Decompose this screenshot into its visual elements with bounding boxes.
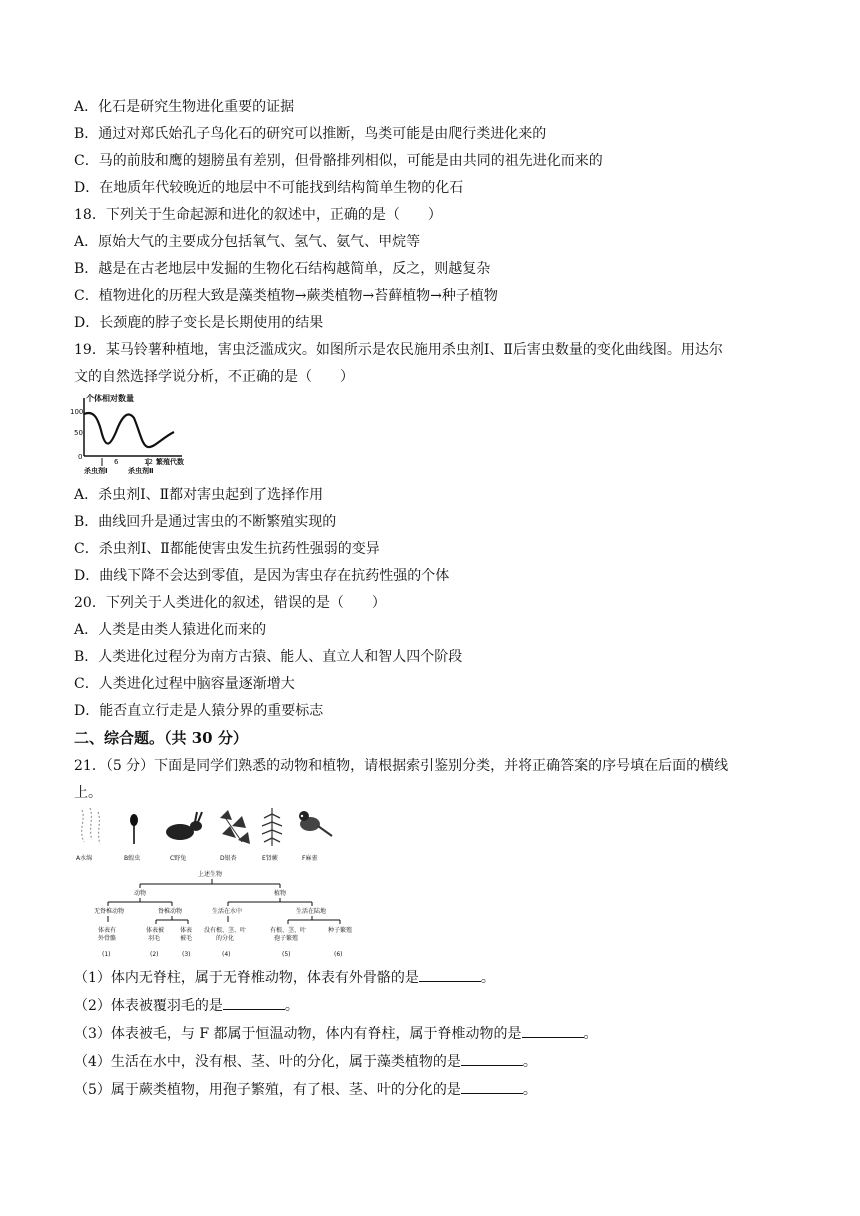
- q21-sub-1-text: （1）体内无脊柱，属于无脊椎动物，体表有外骨骼的是: [74, 970, 419, 986]
- q21-stem-line2: 上。: [74, 785, 102, 801]
- tree-invertebrate: 无脊椎动物: [94, 908, 125, 915]
- organism-label-b: B蝗虫: [124, 855, 141, 862]
- q21-sub-4-end: 。: [522, 1054, 537, 1070]
- figure-xlabel: 繁殖代数: [156, 458, 184, 466]
- q20-stem: 20．下列关于人类进化的叙述，错误的是（ ）: [74, 595, 386, 611]
- leaf-2-line2: 羽毛: [148, 935, 161, 942]
- q19-option-d: D．曲线下降不会达到零值，是因为害虫存在抗药性强的个体: [74, 568, 450, 584]
- q17-option-a: A．化石是研究生物进化重要的证据: [74, 99, 295, 115]
- answer-blank-2[interactable]: [223, 995, 285, 1010]
- marker-label-2: 杀虫剂Ⅱ: [128, 467, 154, 474]
- q18-option-d: D．长颈鹿的脖子变长是长期使用的结果: [74, 315, 324, 331]
- leaf-3-num: (3): [182, 951, 191, 958]
- tree-on-land: 生活在陆地: [296, 908, 327, 915]
- q21-sub-3-text: （3）体表被毛，与 F 都属于恒温动物，体内有脊柱，属于脊椎动物的是: [74, 1026, 522, 1042]
- q18-option-a: A．原始大气的主要成分包括氧气、氢气、氨气、甲烷等: [74, 234, 421, 250]
- q21-sub-5-end: 。: [522, 1082, 537, 1098]
- organism-label-e: E肾蕨: [262, 855, 278, 862]
- sparrow-image: [299, 811, 332, 836]
- organism-label-d: D银杏: [220, 855, 237, 862]
- marker-label-1: 杀虫剂Ⅰ: [84, 467, 108, 474]
- answer-blank-5[interactable]: [461, 1079, 523, 1094]
- fern-image: [262, 808, 282, 846]
- tree-in-water: 生活在水中: [212, 908, 243, 915]
- q17-option-c: C．马的前肢和鹰的翅膀虽有差别，但骨骼排列相似，可能是由共同的祖先进化而来的: [74, 153, 603, 169]
- leaf-6-num: (6): [334, 951, 343, 958]
- q17-option-d: D．在地质年代较晚近的地层中不可能找到结构简单生物的化石: [74, 180, 464, 196]
- leaf-4-line1: 没有根、茎、叶: [204, 927, 247, 934]
- q21-sub-2-end: 。: [284, 998, 299, 1014]
- q17-option-b: B．通过对郑氏始孔子鸟化石的研究可以推断，鸟类可能是由爬行类进化来的: [74, 126, 547, 142]
- leaf-6-line1: 种子繁殖: [328, 927, 353, 934]
- leaf-1-num: (1): [102, 951, 111, 958]
- leaf-1-line2: 外骨骼: [98, 935, 117, 942]
- x-tick-6: 6: [114, 458, 119, 466]
- q20-option-b: B．人类进化过程分为南方古猿、能人、直立人和智人四个阶段: [74, 649, 463, 665]
- q21-sub-5: [74, 1079, 537, 1100]
- q21-sub-2: [74, 995, 299, 1016]
- y-tick-0: 0: [78, 453, 83, 461]
- organism-label-c: C野兔: [170, 855, 187, 862]
- answer-blank-4[interactable]: [461, 1051, 523, 1066]
- leaf-2-line1: 体表被: [146, 927, 165, 934]
- q21-sub-5-text: （5）属于蕨类植物，用孢子繁殖，有了根、茎、叶的分化的是: [74, 1082, 461, 1098]
- q21-sub-2-text: （2）体表被覆羽毛的是: [74, 998, 223, 1014]
- x-tick-12: 12: [144, 458, 153, 466]
- organism-label-a: A水绵: [76, 855, 93, 862]
- q19-option-b: B．曲线回升是通过害虫的不断繁殖实现的: [74, 514, 337, 530]
- leaf-1-line1: 体表有: [98, 927, 117, 934]
- q18-option-c: C．植物进化的历程大致是藻类植物→蕨类植物→苔藓植物→种子植物: [74, 288, 498, 304]
- leaf-2-num: (2): [150, 951, 159, 958]
- q21-sub-4: [74, 1051, 537, 1072]
- figure-ylabel: 个体相对数量: [86, 394, 134, 403]
- q19-stem-line1: 19．某马铃薯种植地，害虫泛滥成灾。如图所示是农民施用杀虫剂Ⅰ、Ⅱ后害虫数量的变化曲线图。用达尔: [74, 342, 723, 358]
- q20-option-d: D．能否直立行走是人猿分界的重要标志: [74, 703, 324, 719]
- tree-vertebrate: 脊椎动物: [158, 908, 183, 915]
- leaf-5-num: (5): [282, 951, 291, 958]
- q19-option-c: C．杀虫剂Ⅰ、Ⅱ都能使害虫发生抗药性强弱的变异: [74, 541, 380, 557]
- leaf-5-line1: 有根、茎、叶: [270, 927, 307, 934]
- q20-option-a: A．人类是由类人猿进化而来的: [74, 622, 267, 638]
- grasshopper-image: [130, 814, 138, 844]
- q21-sub-1-end: 。: [480, 970, 495, 986]
- leaf-5-line2: 孢子繁殖: [274, 935, 299, 942]
- q21-sub-1: [74, 967, 495, 988]
- leaf-3-line2: 被毛: [180, 935, 193, 942]
- q19-option-a: A．杀虫剂Ⅰ、Ⅱ都对害虫起到了选择作用: [74, 487, 324, 503]
- answer-blank-3[interactable]: [522, 1023, 584, 1038]
- q19-stem-line2: 文的自然选择学说分析，不正确的是（ ）: [74, 369, 354, 385]
- q21-stem-line1: 21．（5 分）下面是同学们熟悉的动物和植物，请根据索引鉴别分类，并将正确答案的序号填在后面的横线: [74, 758, 729, 774]
- q20-option-c: C．人类进化过程中脑容量逐渐增大: [74, 676, 295, 692]
- leaf-4-num: (4): [222, 951, 231, 958]
- q21-sub-3: [74, 1023, 598, 1044]
- organism-label-f: F麻雀: [302, 855, 318, 862]
- y-tick-100: 100: [70, 408, 84, 416]
- q21-sub-3-end: 。: [583, 1026, 598, 1042]
- tree-root: 上述生物: [198, 871, 223, 878]
- pest-curve-figure: [70, 392, 200, 474]
- y-tick-50: 50: [74, 429, 83, 437]
- q18-option-b: B．越是在古老地层中发掘的生物化石结构越简单，反之，则越复杂: [74, 261, 491, 277]
- spirogyra-image: [82, 808, 100, 844]
- answer-blank-1[interactable]: [419, 967, 481, 982]
- q21-sub-4-text: （4）生活在水中，没有根、茎、叶的分化，属于藻类植物的是: [74, 1054, 461, 1070]
- tree-animals: 动物: [134, 890, 147, 897]
- leaf-4-line2: 的分化: [216, 935, 235, 942]
- leaf-3-line1: 体表: [180, 927, 193, 934]
- ginkgo-image: [220, 810, 250, 844]
- section-title: 二、综合题。（共 30 分）: [74, 729, 248, 747]
- rabbit-image: [166, 812, 202, 840]
- tree-plants: 植物: [274, 890, 287, 897]
- pest-population-curve: [84, 413, 174, 447]
- q18-stem: 18．下列关于生命起源和进化的叙述中，正确的是（ ）: [74, 207, 442, 223]
- organisms-figure: [72, 802, 342, 864]
- classification-tree: [92, 868, 362, 964]
